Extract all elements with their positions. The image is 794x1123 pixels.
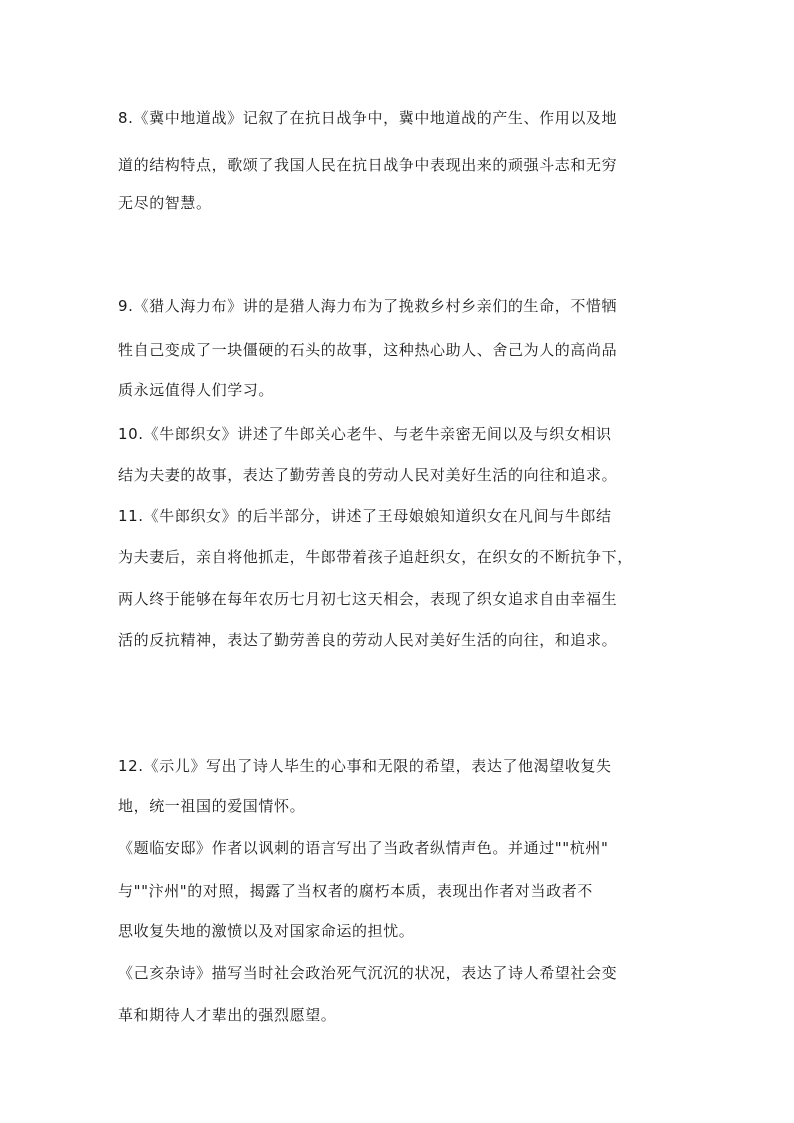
poem-ji-hai-za-shi-line-2: 革和期待人才辈出的强烈愿望。 [118, 1006, 337, 1024]
paragraph-8-line-3: 无尽的智慧。 [118, 194, 212, 212]
paragraph-8-line-2: 道的结构特点，歌颂了我国人民在抗日战争中表现出来的顽强斗志和无穷 [118, 156, 618, 174]
paragraph-10-line-2: 结为夫妻的故事，表达了勤劳善良的劳动人民对美好生活的向往和追求。 [118, 466, 618, 484]
poem-ji-hai-za-shi-line-1: 《己亥杂诗》描写当时社会政治死气沉沉的状况，表达了诗人希望社会变 [118, 964, 618, 982]
paragraph-10-line-1: 10.《牛郎织女》讲述了牛郎关心老牛、与老牛亲密无间以及与织女相识 [118, 425, 612, 443]
paragraph-11-line-3: 两人终于能够在每年农历七月初七这天相会，表现了织女追求自由幸福生 [118, 590, 618, 608]
paragraph-11-line-2: 为夫妻后，亲自将他抓走，牛郎带着孩子追赶织女，在织女的不断抗争下， [118, 548, 633, 566]
poem-ti-lin-an-di-line-3: 思收复失地的激愤以及对国家命运的担忧。 [118, 922, 415, 940]
paragraph-11-line-4: 活的反抗精神，表达了勤劳善良的劳动人民对美好生活的向往，和追求。 [118, 631, 618, 649]
paragraph-12-line-1: 12.《示儿》写出了诗人毕生的心事和无限的希望，表达了他渴望收复失 [118, 757, 612, 775]
paragraph-11-line-1: 11.《牛郎织女》的后半部分，讲述了王母娘娘知道织女在凡间与牛郎结 [118, 507, 612, 525]
paragraph-9-line-1: 9.《猎人海力布》讲的是猎人海力布为了挽救乡村乡亲们的生命，不惜牺 [118, 297, 618, 315]
paragraph-8-line-1: 8.《冀中地道战》记叙了在抗日战争中，冀中地道战的产生、作用以及地 [118, 109, 618, 127]
paragraph-9-line-2: 牲自己变成了一块僵硬的石头的故事，这种热心助人、舍己为人的高尚品 [118, 341, 618, 359]
poem-ti-lin-an-di-line-1: 《题临安邸》作者以讽刺的语言写出了当政者纵情声色。并通过""杭州" [118, 839, 609, 857]
poem-ti-lin-an-di-line-2: 与""汴州"的对照，揭露了当权者的腐朽本质，表现出作者对当政者不 [118, 882, 593, 900]
paragraph-9-line-3: 质永远值得人们学习。 [118, 381, 275, 399]
paragraph-12-line-2: 地，统一祖国的爱国情怀。 [118, 797, 306, 815]
